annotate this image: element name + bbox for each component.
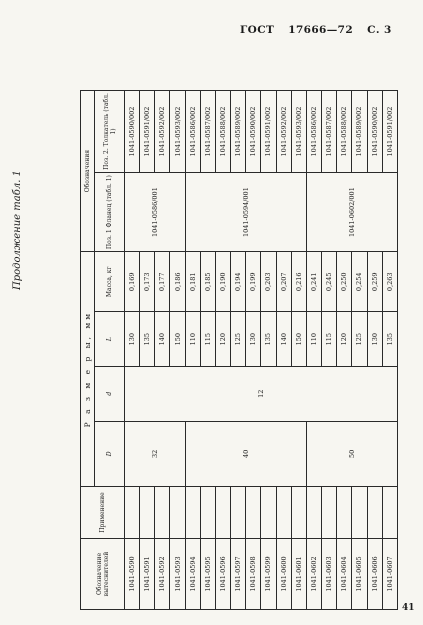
table-row: [261, 91, 276, 610]
header-mass: Масса, кг: [95, 252, 125, 312]
cell-L: 130: [367, 312, 382, 367]
table-row: [276, 91, 291, 610]
cell-L: 135: [382, 312, 397, 367]
cell-mass: 0,181: [185, 252, 200, 312]
cell-mass: 0,207: [276, 252, 291, 312]
table-row: [125, 91, 140, 610]
cell-applicability: [291, 487, 306, 539]
table-row: [352, 91, 367, 610]
cell-mass: 0,190: [215, 252, 230, 312]
table-row: [185, 91, 200, 610]
cell-designation: 1041-0607: [382, 539, 397, 610]
header-D: D: [95, 421, 125, 487]
cell-pusher: 1041-0593/002: [170, 91, 185, 173]
cell-applicability: [125, 487, 140, 539]
cell-applicability: [170, 487, 185, 539]
cell-pusher: 1041-0586/002: [306, 91, 321, 173]
cell-mass: 0,185: [200, 252, 215, 312]
header-flange: Поз. 1 Фланец (табл. 1): [95, 173, 125, 252]
cell-mass: 0,203: [261, 252, 276, 312]
table-row: [170, 91, 185, 610]
cell-L: 135: [261, 312, 276, 367]
cell-mass: 0,177: [155, 252, 170, 312]
cell-mass: 0,194: [231, 252, 246, 312]
cell-applicability: [322, 487, 337, 539]
header-L: L: [95, 312, 125, 367]
cell-mass: 0,199: [246, 252, 261, 312]
cell-L: 140: [155, 312, 170, 367]
cell-mass: 0,250: [337, 252, 352, 312]
cell-pusher: 1041-0587/002: [322, 91, 337, 173]
cell-pusher: 1041-0591/002: [261, 91, 276, 173]
cell-L: 130: [125, 312, 140, 367]
cell-applicability: [382, 487, 397, 539]
cell-L: 115: [322, 312, 337, 367]
cell-designation: 1041-0596: [215, 539, 230, 610]
cell-pusher: 1041-0588/002: [215, 91, 230, 173]
cell-pusher: 1041-0591/002: [140, 91, 155, 173]
cell-applicability: [352, 487, 367, 539]
cell-applicability: [140, 487, 155, 539]
cell-mass: 0,254: [352, 252, 367, 312]
cell-mass: 0,241: [306, 252, 321, 312]
table-body: [125, 91, 398, 610]
header-applicability: Применение: [81, 487, 125, 539]
table-row: [246, 91, 261, 610]
cell-mass: 0,173: [140, 252, 155, 312]
cell-designation: 1041-0602: [306, 539, 321, 610]
cell-L: 150: [291, 312, 306, 367]
table-row: [322, 91, 337, 610]
cell-applicability: [246, 487, 261, 539]
cell-pusher: 1041-0593/002: [291, 91, 306, 173]
table-row: [337, 91, 352, 610]
table-row: [231, 91, 246, 610]
cell-mass: 0,216: [291, 252, 306, 312]
table-row: [382, 91, 397, 610]
cell-designation: 1041-0606: [367, 539, 382, 610]
cell-applicability: [200, 487, 215, 539]
header-d: d: [95, 366, 125, 421]
header-pusher: Поз. 2. Толкатель (табл. 1): [95, 91, 125, 173]
standard-number: 17666—72: [288, 24, 354, 36]
cell-d: 12: [125, 366, 398, 421]
cell-L: 120: [337, 312, 352, 367]
cell-mass: 0,169: [125, 252, 140, 312]
cell-D: 32: [125, 421, 186, 487]
header-designation: Обозначение вытеснителей: [81, 539, 125, 610]
cell-mass: 0,259: [367, 252, 382, 312]
cell-applicability: [155, 487, 170, 539]
cell-L: 115: [200, 312, 215, 367]
cell-L: 125: [352, 312, 367, 367]
cell-L: 120: [215, 312, 230, 367]
cell-pusher: 1041-0590/002: [367, 91, 382, 173]
cell-designation: 1041-0599: [261, 539, 276, 610]
cell-applicability: [261, 487, 276, 539]
cell-L: 140: [276, 312, 291, 367]
cell-designation: 1041-0604: [337, 539, 352, 610]
cell-mass: 0,245: [322, 252, 337, 312]
cell-flange: 1041-0586/001: [125, 173, 186, 252]
cell-designation: 1041-0605: [352, 539, 367, 610]
table-row: [140, 91, 155, 610]
table-row: [200, 91, 215, 610]
cell-pusher: 1041-0588/002: [337, 91, 352, 173]
cell-designation: 1041-0595: [200, 539, 215, 610]
cell-pusher: 1041-0590/002: [246, 91, 261, 173]
cell-pusher: 1041-0586/002: [185, 91, 200, 173]
cell-applicability: [367, 487, 382, 539]
cell-L: 130: [246, 312, 261, 367]
cell-applicability: [231, 487, 246, 539]
table-container: [80, 90, 398, 610]
page-label: С. 3: [367, 24, 392, 36]
table-row: [215, 91, 230, 610]
table-row: [155, 91, 170, 610]
cell-pusher: 1041-0592/002: [276, 91, 291, 173]
cell-designation: 1041-0592: [155, 539, 170, 610]
cell-L: 150: [170, 312, 185, 367]
cell-pusher: 1041-0587/002: [200, 91, 215, 173]
cell-applicability: [276, 487, 291, 539]
cell-pusher: 1041-0590/002: [125, 91, 140, 173]
dimensions-table: [80, 90, 398, 610]
cell-L: 110: [306, 312, 321, 367]
cell-designation: 1041-0600: [276, 539, 291, 610]
cell-L: 125: [231, 312, 246, 367]
header-dimensions: Р а з м е р ы, мм: [81, 252, 95, 487]
cell-pusher: 1041-0589/002: [231, 91, 246, 173]
cell-applicability: [215, 487, 230, 539]
cell-designation: 1041-0594: [185, 539, 200, 610]
cell-designation: 1041-0590: [125, 539, 140, 610]
cell-designation: 1041-0597: [231, 539, 246, 610]
cell-flange: 1041-0594/001: [185, 173, 306, 252]
cell-applicability: [185, 487, 200, 539]
cell-designation: 1041-0598: [246, 539, 261, 610]
cell-pusher: 1041-0592/002: [155, 91, 170, 173]
cell-mass: 0,263: [382, 252, 397, 312]
cell-designation: 1041-0593: [170, 539, 185, 610]
header-designations: Обозначения: [81, 91, 95, 252]
table-row: [291, 91, 306, 610]
cell-applicability: [337, 487, 352, 539]
cell-designation: 1041-0603: [322, 539, 337, 610]
cell-designation: 1041-0601: [291, 539, 306, 610]
cell-flange: 1041-0602/001: [306, 173, 397, 252]
cell-pusher: 1041-0591/002: [382, 91, 397, 173]
table-row: [306, 91, 321, 610]
cell-L: 135: [140, 312, 155, 367]
cell-D: 50: [306, 421, 397, 487]
page-header: [240, 24, 410, 38]
cell-mass: 0,186: [170, 252, 185, 312]
page-number: 41: [402, 603, 415, 613]
table-caption: Продолжение табл. 1: [12, 170, 23, 290]
cell-L: 110: [185, 312, 200, 367]
cell-pusher: 1041-0589/002: [352, 91, 367, 173]
table-row: [367, 91, 382, 610]
cell-designation: 1041-0591: [140, 539, 155, 610]
cell-applicability: [306, 487, 321, 539]
cell-D: 40: [185, 421, 306, 487]
standard-label: ГОСТ: [240, 24, 275, 36]
